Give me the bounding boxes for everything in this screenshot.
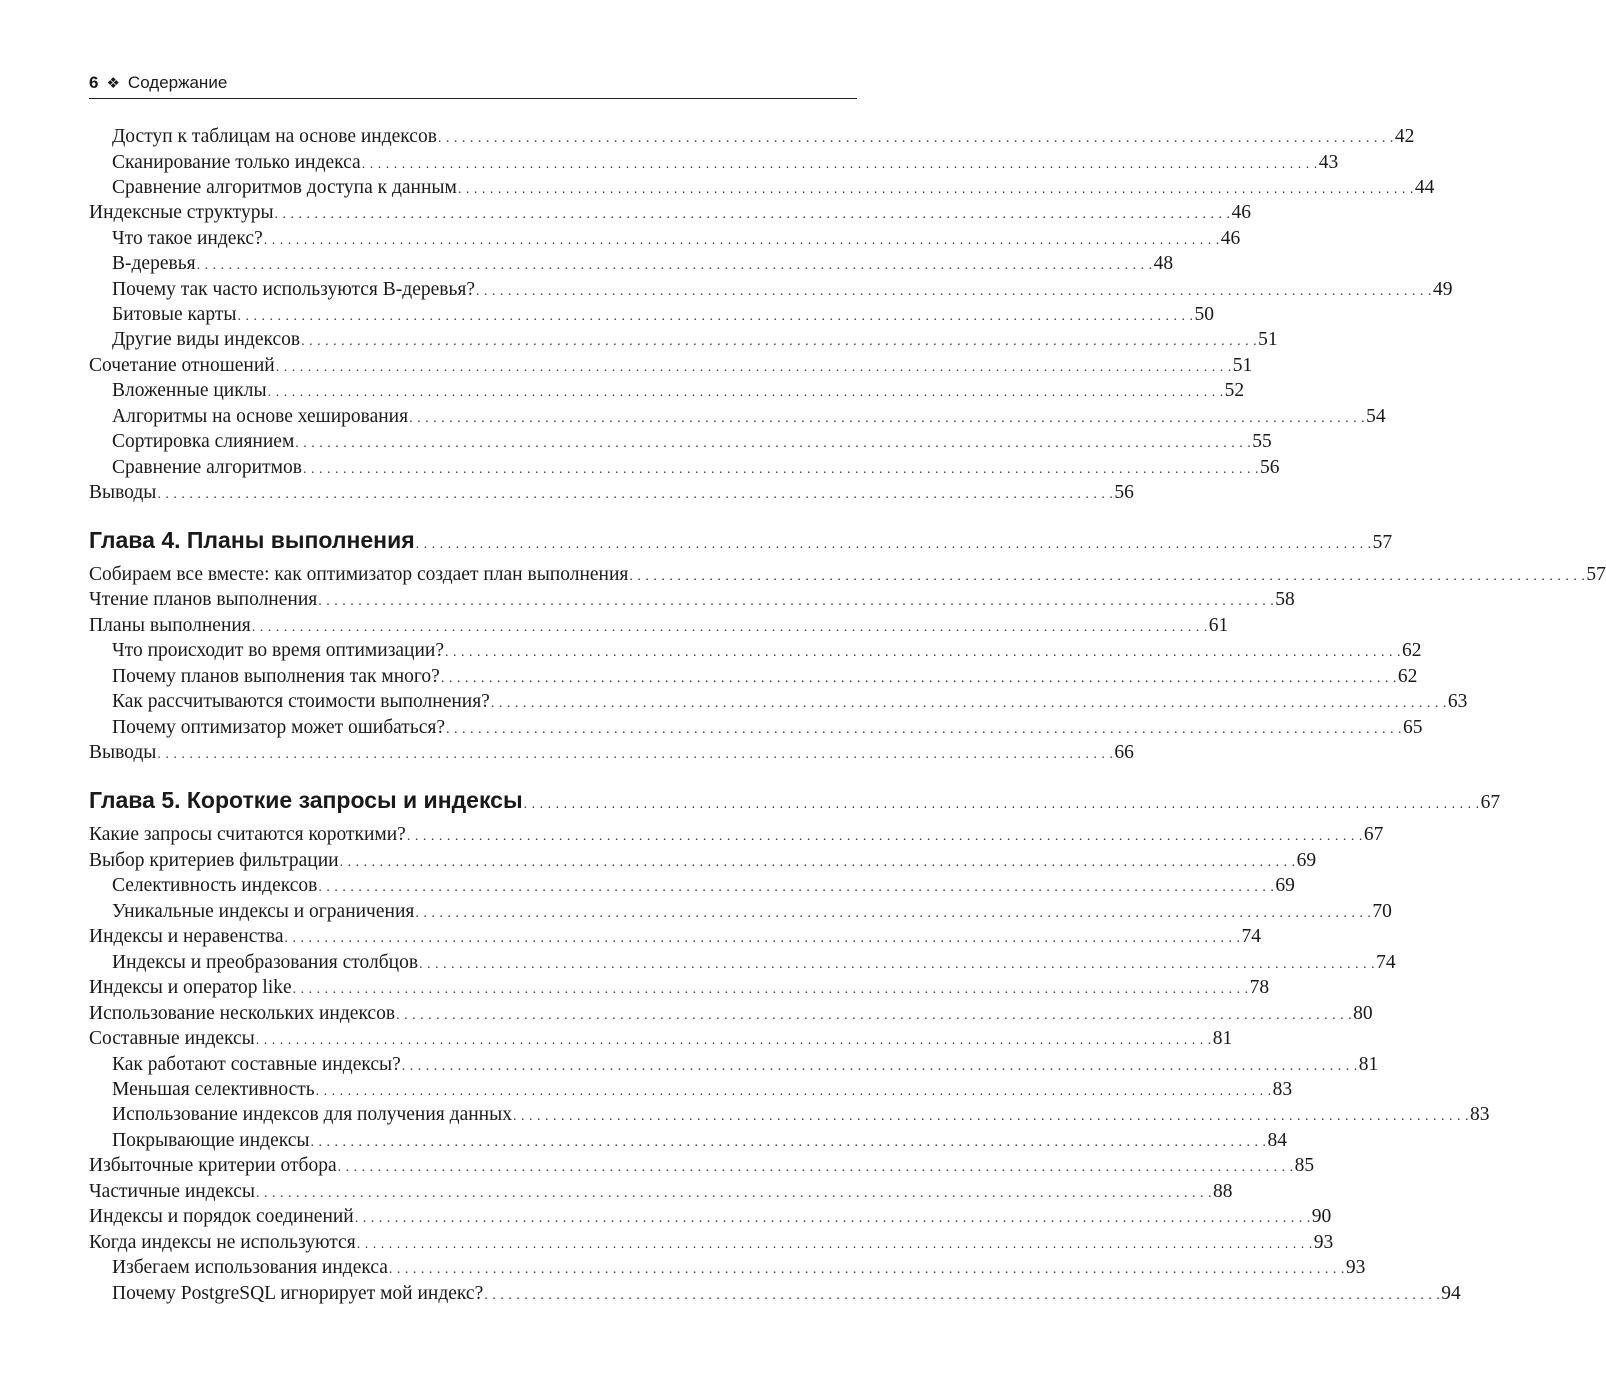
dot-leader: . . . . . . . . . . . . . . . . . . . . . . . . . . . . . . . . . . . . . . . . . . . . . . . . . . . . . . . . . . . . . . . . . . . . . . . . . . . . . . . . . . . . . . . . . . . . . . . . . . . . . . . . . . . . . . . . . . . . . . . . — [157, 747, 1114, 762]
toc-entry-title: Меньшая селективность — [112, 1079, 315, 1100]
toc-entry-page: 56 — [1259, 457, 1280, 478]
toc-entry-title: Сортировка слиянием — [112, 431, 295, 452]
dot-leader: . . . . . . . . . . . . . . . . . . . . . . . . . . . . . . . . . . . . . . . . . . . . . . . . . . . . . . . . . . . . . . . . . . . . . . . . . . . . . . . . . . . . . . . . . . . . . . . . . . . . . . . . . . . . . . . . . . . . . . . . — [354, 1211, 1311, 1226]
dot-leader: . . . . . . . . . . . . . . . . . . . . . . . . . . . . . . . . . . . . . . . . . . . . . . . . . . . . . . . . . . . . . . . . . . . . . . . . . . . . . . . . . . . . . . . . . . . . . . . . . . . . . . . . . . . . . . . . . . . . . . . . — [275, 360, 1232, 375]
toc-entry-page: 84 — [1267, 1130, 1288, 1151]
toc-entry — [89, 1077, 1293, 1102]
dot-leader: . . . . . . . . . . . . . . . . . . . . . . . . . . . . . . . . . . . . . . . . . . . . . . . . . . . . . . . . . . . . . . . . . . . . . . . . . . . . . . . . . . . . . . . . . . . . . . . . . . . . . . . . . . . . . . . . . . . . . . . . — [356, 1237, 1313, 1252]
toc-entry-page: 90 — [1311, 1206, 1332, 1227]
dot-leader: . . . . . . . . . . . . . . . . . . . . . . . . . . . . . . . . . . . . . . . . . . . . . . . . . . . . . . . . . . . . . . . . . . . . . . . . . . . . . . . . . . . . . . . . . . . . . . . . . . . . . . . . . . . . . . . . . . . . . . . . — [251, 620, 1208, 635]
toc-entry-title: Сочетание отношений — [89, 355, 275, 376]
toc-entry-page: 70 — [1372, 901, 1392, 922]
toc-entry — [89, 1281, 1461, 1306]
toc-entry — [89, 150, 1339, 175]
dot-leader: . . . . . . . . . . . . . . . . . . . . . . . . . . . . . . . . . . . . . . . . . . . . . . . . . . . . . . . . . . . . . . . . . . . . . . . . . . . . . . . . . . . . . . . . . . . . . . . . . . . . . . . . . . . . . . . . . . . . . . . . — [339, 855, 1296, 870]
toc-entry-title: Что происходит во время оптимизации? — [112, 640, 445, 661]
dot-leader: . . . . . . . . . . . . . . . . . . . . . . . . . . . . . . . . . . . . . . . . . . . . . . . . . . . . . . . . . . . . . . . . . . . . . . . . . . . . . . . . . . . . . . . . . . . . . . . . . . . . . . . . . . . . . . . . . . . . . . . . — [284, 931, 1241, 946]
toc-entry-page: 51 — [1232, 355, 1253, 376]
toc-entry-title: Индексные структуры — [89, 202, 274, 223]
toc-entry-title: Как работают составные индексы? — [112, 1054, 401, 1075]
toc-entry — [89, 740, 1134, 765]
toc-entry-page: 44 — [1414, 177, 1435, 198]
toc-entry-page: 83 — [1469, 1104, 1490, 1125]
toc-entry — [89, 480, 1134, 505]
toc-entry — [89, 378, 1245, 403]
toc-entry — [89, 175, 1435, 200]
toc-entry-title: Использование индексов для получения данных — [112, 1104, 512, 1125]
toc-entry-page: 62 — [1397, 666, 1418, 687]
dot-leader: . . . . . . . . . . . . . . . . . . . . . . . . . . . . . . . . . . . . . . . . . . . . . . . . . . . . . . . . . . . . . . . . . . . . . . . . . . . . . . . . . . . . . . . . . . . . . . . . . . . . . . . . . . . . . . . . . . . . . . . . — [292, 982, 1249, 997]
toc-entry — [89, 562, 1606, 587]
toc-entry — [89, 613, 1229, 638]
dot-leader: . . . . . . . . . . . . . . . . . . . . . . . . . . . . . . . . . . . . . . . . . . . . . . . . . . . . . . . . . . . . . . . . . . . . . . . . . . . . . . . . . . . . . . . . . . . . . . . . . . . . . . . . . . . . . . . . . . . . . . . . — [457, 182, 1414, 197]
dot-leader: . . . . . . . . . . . . . . . . . . . . . . . . . . . . . . . . . . . . . . . . . . . . . . . . . . . . . . . . . . . . . . . . . . . . . . . . . . . . . . . . . . . . . . . . . . . . . . . . . . . . . . . . . . . . . . . . . . . . . . . . — [310, 1135, 1267, 1150]
dot-leader: . . . . . . . . . . . . . . . . . . . . . . . . . . . . . . . . . . . . . . . . . . . . . . . . . . . . . . . . . . . . . . . . . . . . . . . . . . . . . . . . . . . . . . . . . . . . . . . . . . . . . . . . . . . . . . . . . . . . . . . . — [419, 957, 1376, 972]
toc-entry — [89, 124, 1415, 149]
dot-leader: . . . . . . . . . . . . . . . . . . . . . . . . . . . . . . . . . . . . . . . . . . . . . . . . . . . . . . . . . . . . . . . . . . . . . . . . . . . . . . . . . . . . . . . . . . . . . . . . . . . . . . . . . . . . . . . . . . . . . . . . — [406, 829, 1363, 844]
page-number: 6 — [89, 73, 99, 92]
toc-entry-title: Почему планов выполнения так много? — [112, 666, 440, 687]
dot-leader: . . . . . . . . . . . . . . . . . . . . . . . . . . . . . . . . . . . . . . . . . . . . . . . . . . . . . . . . . . . . . . . . . . . . . . . . . . . . . . . . . . . . . . . . . . . . . . . . . . . . . . . . . . . . . . . . . . . . . . . . — [255, 1033, 1212, 1048]
dot-leader: . . . . . . . . . . . . . . . . . . . . . . . . . . . . . . . . . . . . . . . . . . . . . . . . . . . . . . . . . . . . . . . . . . . . . . . . . . . . . . . . . . . . . . . . . . . . . . . . . . . . . . . . . . . . . . . . . . . . . . . . — [267, 385, 1224, 400]
toc-entry — [89, 1052, 1379, 1077]
toc-entry-title: Индексы и преобразования столбцов — [112, 952, 419, 973]
dot-leader: . . . . . . . . . . . . . . . . . . . . . . . . . . . . . . . . . . . . . . . . . . . . . . . . . . . . . . . . . . . . . . . . . . . . . . . . . . . . . . . . . . . . . . . . . . . . . . . . . . . . . . . . . . . . . . . . . . . . . . . . — [274, 207, 1231, 222]
toc-entry-page: 56 — [1114, 482, 1134, 503]
toc-entry — [89, 1128, 1288, 1153]
toc-entry-page: 51 — [1258, 329, 1278, 350]
toc-entry-title: Вложенные циклы — [112, 380, 267, 401]
toc-entry — [89, 822, 1384, 847]
dot-leader: . . . . . . . . . . . . . . . . . . . . . . . . . . . . . . . . . . . . . . . . . . . . . . . . . . . . . . . . . . . . . . . . . . . . . . . . . . . . . . . . . . . . . . . . . . . . . . . . . . . . . . . . . . . . . . . . . . . . . . . . — [512, 1109, 1469, 1124]
toc-entry-page: 94 — [1441, 1283, 1461, 1304]
toc-entry-title: Почему оптимизатор может ошибаться? — [112, 717, 446, 738]
toc-entry — [89, 226, 1241, 251]
toc-entry-title: Выбор критериев фильтрации — [89, 850, 339, 871]
toc-entry-title: Избыточные критерии отбора — [89, 1155, 337, 1176]
toc-entry — [89, 715, 1423, 740]
toc-entry-title: Выводы — [89, 482, 157, 503]
toc-entry-title: Какие запросы считаются короткими? — [89, 824, 406, 845]
dot-leader: . . . . . . . . . . . . . . . . . . . . . . . . . . . . . . . . . . . . . . . . . . . . . . . . . . . . . . . . . . . . . . . . . . . . . . . . . . . . . . . . . . . . . . . . . . . . . . . . . . . . . . . . . . . . . . . . . . . . . . . . — [318, 594, 1275, 609]
toc-entry — [89, 848, 1317, 873]
toc-entry-title: Алгоритмы на основе хеширования — [112, 406, 409, 427]
toc-entry-page: 43 — [1318, 152, 1339, 173]
dot-leader: . . . . . . . . . . . . . . . . . . . . . . . . . . . . . . . . . . . . . . . . . . . . . . . . . . . . . . . . . . . . . . . . . . . . . . . . . . . . . . . . . . . . . . . . . . . . . . . . . . . . . . . . . . . . . . . . . . . . . . . . — [256, 1186, 1213, 1201]
toc-entry-page: 74 — [1376, 952, 1396, 973]
toc-entry — [89, 587, 1295, 612]
toc-entry-title: B-деревья — [112, 253, 196, 274]
toc-entry — [89, 1102, 1490, 1127]
toc-entry-title: Как рассчитываются стоимости выполнения? — [112, 691, 490, 712]
dot-leader: . . . . . . . . . . . . . . . . . . . . . . . . . . . . . . . . . . . . . . . . . . . . . . . . . . . . . . . . . . . . . . . . . . . . . . . . . . . . . . . . . . . . . . . . . . . . . . . . . . . . . . . . . . . . . . . . . . . . . . . . — [440, 671, 1397, 686]
toc-entry-title: Выводы — [89, 742, 157, 763]
toc-entry-title: Другие виды индексов — [112, 329, 301, 350]
dot-leader: . . . . . . . . . . . . . . . . . . . . . . . . . . . . . . . . . . . . . . . . . . . . . . . . . . . . . . . . . . . . . . . . . . . . . . . . . . . . . . . . . . . . . . . . . . . . . . . . . . . . . . . . . . . . . . . . . . . . . . . . — [263, 233, 1220, 248]
toc-entry-page: 83 — [1272, 1079, 1293, 1100]
toc-entry — [89, 277, 1453, 302]
toc-entry-page: 81 — [1212, 1028, 1233, 1049]
dot-leader: . . . . . . . . . . . . . . . . . . . . . . . . . . . . . . . . . . . . . . . . . . . . . . . . . . . . . . . . . . . . . . . . . . . . . . . . . . . . . . . . . . . . . . . . . . . . . . . . . . . . . . . . . . . . . . . . . . . . . . . . — [361, 157, 1318, 172]
toc-entry-page: 49 — [1433, 279, 1453, 300]
toc-entry-page: 74 — [1241, 926, 1261, 947]
toc-entry-page: 80 — [1353, 1003, 1373, 1024]
toc-entry — [89, 1204, 1332, 1229]
toc-entry-title: Индексы и оператор like — [89, 977, 292, 998]
dot-leader: . . . . . . . . . . . . . . . . . . . . . . . . . . . . . . . . . . . . . . . . . . . . . . . . . . . . . . . . . . . . . . . . . . . . . . . . . . . . . . . . . . . . . . . . . . . . . . . . . . . . . . . . . . . . . . . . . . . . . . . . — [523, 797, 1480, 812]
toc-entry — [89, 429, 1272, 454]
toc-entry-page: 93 — [1313, 1232, 1334, 1253]
toc-entry — [89, 353, 1253, 378]
dot-leader: . . . . . . . . . . . . . . . . . . . . . . . . . . . . . . . . . . . . . . . . . . . . . . . . . . . . . . . . . . . . . . . . . . . . . . . . . . . . . . . . . . . . . . . . . . . . . . . . . . . . . . . . . . . . . . . . . . . . . . . . — [237, 309, 1194, 324]
toc-entry-page: 57 — [1586, 564, 1606, 585]
dot-leader: . . . . . . . . . . . . . . . . . . . . . . . . . . . . . . . . . . . . . . . . . . . . . . . . . . . . . . . . . . . . . . . . . . . . . . . . . . . . . . . . . . . . . . . . . . . . . . . . . . . . . . . . . . . . . . . . . . . . . . . . — [446, 722, 1403, 737]
dot-leader: . . . . . . . . . . . . . . . . . . . . . . . . . . . . . . . . . . . . . . . . . . . . . . . . . . . . . . . . . . . . . . . . . . . . . . . . . . . . . . . . . . . . . . . . . . . . . . . . . . . . . . . . . . . . . . . . . . . . . . . . — [196, 258, 1153, 273]
toc-entry-title: Планы выполнения — [89, 615, 251, 636]
toc-entry — [89, 664, 1418, 689]
toc-entry-page: 69 — [1296, 850, 1317, 871]
toc-entry-title: Использование нескольких индексов — [89, 1003, 396, 1024]
toc-entry-title: Избегаем использования индекса — [112, 1257, 388, 1278]
toc-entry — [89, 1026, 1233, 1051]
toc-entry — [89, 1179, 1233, 1204]
toc-entry — [89, 1255, 1366, 1280]
toc-entry — [89, 950, 1396, 975]
running-header — [89, 70, 857, 99]
toc-chapter-entry — [89, 524, 1393, 556]
toc-entry — [89, 638, 1422, 663]
toc-entry-title: Доступ к таблицам на основе индексов — [112, 126, 437, 147]
toc-entry — [89, 689, 1468, 714]
toc-entry-page: 46 — [1231, 202, 1252, 223]
dot-leader: . . . . . . . . . . . . . . . . . . . . . . . . . . . . . . . . . . . . . . . . . . . . . . . . . . . . . . . . . . . . . . . . . . . . . . . . . . . . . . . . . . . . . . . . . . . . . . . . . . . . . . . . . . . . . . . . . . . . . . . . — [476, 284, 1432, 299]
toc-entry-page: 69 — [1275, 875, 1295, 896]
toc-entry-page: 78 — [1249, 977, 1270, 998]
toc-entry-page: 61 — [1208, 615, 1229, 636]
toc-chapter-entry — [89, 784, 1501, 816]
dot-leader: . . . . . . . . . . . . . . . . . . . . . . . . . . . . . . . . . . . . . . . . . . . . . . . . . . . . . . . . . . . . . . . . . . . . . . . . . . . . . . . . . . . . . . . . . . . . . . . . . . . . . . . . . . . . . . . . . . . . . . . . — [157, 487, 1114, 502]
dot-leader: . . . . . . . . . . . . . . . . . . . . . . . . . . . . . . . . . . . . . . . . . . . . . . . . . . . . . . . . . . . . . . . . . . . . . . . . . . . . . . . . . . . . . . . . . . . . . . . . . . . . . . . . . . . . . . . . . . . . . . . . — [302, 462, 1259, 477]
dot-leader: . . . . . . . . . . . . . . . . . . . . . . . . . . . . . . . . . . . . . . . . . . . . . . . . . . . . . . . . . . . . . . . . . . . . . . . . . . . . . . . . . . . . . . . . . . . . . . . . . . . . . . . . . . . . . . . . . . . . . . . . — [437, 131, 1394, 146]
toc-entry-title: Чтение планов выполнения — [89, 589, 318, 610]
ornament-icon: ❖ — [106, 75, 120, 92]
toc-entry — [89, 455, 1280, 480]
toc-entry — [89, 1153, 1315, 1178]
toc-entry — [89, 251, 1174, 276]
toc-entry — [89, 327, 1278, 352]
toc-entry-page: 85 — [1294, 1155, 1315, 1176]
toc-entry-page: 58 — [1275, 589, 1295, 610]
dot-leader: . . . . . . . . . . . . . . . . . . . . . . . . . . . . . . . . . . . . . . . . . . . . . . . . . . . . . . . . . . . . . . . . . . . . . . . . . . . . . . . . . . . . . . . . . . . . . . . . . . . . . . . . . . . . . . . . . . . . . . . . — [629, 569, 1586, 584]
toc-entry-page: 66 — [1114, 742, 1134, 763]
toc-entry-page: 48 — [1153, 253, 1174, 274]
toc-entry — [89, 302, 1214, 327]
toc-entry — [89, 924, 1261, 949]
toc-entry-title: Селективность индексов — [112, 875, 318, 896]
toc-entry-page: 65 — [1403, 717, 1423, 738]
dot-leader: . . . . . . . . . . . . . . . . . . . . . . . . . . . . . . . . . . . . . . . . . . . . . . . . . . . . . . . . . . . . . . . . . . . . . . . . . . . . . . . . . . . . . . . . . . . . . . . . . . . . . . . . . . . . . . . . . . . . . . . . — [396, 1008, 1353, 1023]
dot-leader: . . . . . . . . . . . . . . . . . . . . . . . . . . . . . . . . . . . . . . . . . . . . . . . . . . . . . . . . . . . . . . . . . . . . . . . . . . . . . . . . . . . . . . . . . . . . . . . . . . . . . . . . . . . . . . . . . . . . . . . . — [295, 436, 1252, 451]
dot-leader: . . . . . . . . . . . . . . . . . . . . . . . . . . . . . . . . . . . . . . . . . . . . . . . . . . . . . . . . . . . . . . . . . . . . . . . . . . . . . . . . . . . . . . . . . . . . . . . . . . . . . . . . . . . . . . . . . . . . . . . . — [388, 1262, 1345, 1277]
toc-entry-title: Сканирование только индекса — [112, 152, 361, 173]
toc-entry-title: Битовые карты — [112, 304, 237, 325]
toc-entry-page: 57 — [1372, 532, 1393, 553]
toc-entry-title: Сравнение алгоритмов — [112, 457, 302, 478]
toc-entry-title: Глава 5. Короткие запросы и индексы — [89, 787, 523, 813]
toc-entry-page: 67 — [1480, 792, 1501, 813]
toc-entry — [89, 899, 1392, 924]
dot-leader: . . . . . . . . . . . . . . . . . . . . . . . . . . . . . . . . . . . . . . . . . . . . . . . . . . . . . . . . . . . . . . . . . . . . . . . . . . . . . . . . . . . . . . . . . . . . . . . . . . . . . . . . . . . . . . . . . . . . . . . . — [301, 334, 1258, 349]
toc-entry-page: 46 — [1220, 228, 1241, 249]
toc-entry-title: Почему PostgreSQL игнорирует мой индекс? — [112, 1283, 484, 1304]
toc-entry — [89, 1230, 1334, 1255]
dot-leader: . . . . . . . . . . . . . . . . . . . . . . . . . . . . . . . . . . . . . . . . . . . . . . . . . . . . . . . . . . . . . . . . . . . . . . . . . . . . . . . . . . . . . . . . . . . . . . . . . . . . . . . . . . . . . . . . . . . . . . . . — [318, 880, 1275, 895]
running-title: Содержание — [127, 73, 228, 92]
toc-entry — [89, 200, 1252, 225]
dot-leader: . . . . . . . . . . . . . . . . . . . . . . . . . . . . . . . . . . . . . . . . . . . . . . . . . . . . . . . . . . . . . . . . . . . . . . . . . . . . . . . . . . . . . . . . . . . . . . . . . . . . . . . . . . . . . . . . . . . . . . . . — [409, 411, 1366, 426]
toc-entry-page: 63 — [1447, 691, 1468, 712]
toc-entry-title: Глава 4. Планы выполнения — [89, 527, 415, 553]
toc-entry-title: Составные индексы — [89, 1028, 255, 1049]
toc-entry-title: Сравнение алгоритмов доступа к данным — [112, 177, 457, 198]
toc-entry-title: Покрывающие индексы — [112, 1130, 310, 1151]
toc-entry-title: Что такое индекс? — [112, 228, 263, 249]
dot-leader: . . . . . . . . . . . . . . . . . . . . . . . . . . . . . . . . . . . . . . . . . . . . . . . . . . . . . . . . . . . . . . . . . . . . . . . . . . . . . . . . . . . . . . . . . . . . . . . . . . . . . . . . . . . . . . . . . . . . . . . . — [315, 1084, 1272, 1099]
dot-leader: . . . . . . . . . . . . . . . . . . . . . . . . . . . . . . . . . . . . . . . . . . . . . . . . . . . . . . . . . . . . . . . . . . . . . . . . . . . . . . . . . . . . . . . . . . . . . . . . . . . . . . . . . . . . . . . . . . . . . . . . — [490, 696, 1447, 711]
toc-entry-page: 55 — [1252, 431, 1272, 452]
toc-entry-page: 93 — [1345, 1257, 1366, 1278]
toc-entry-title: Уникальные индексы и ограничения — [112, 901, 415, 922]
dot-leader: . . . . . . . . . . . . . . . . . . . . . . . . . . . . . . . . . . . . . . . . . . . . . . . . . . . . . . . . . . . . . . . . . . . . . . . . . . . . . . . . . . . . . . . . . . . . . . . . . . . . . . . . . . . . . . . . . . . . . . . . — [415, 537, 1372, 552]
toc-entry — [89, 975, 1270, 1000]
toc-entry-title: Индексы и порядок соединений — [89, 1206, 354, 1227]
toc-entry-page: 50 — [1194, 304, 1214, 325]
toc-entry-page: 54 — [1366, 406, 1386, 427]
toc-entry — [89, 873, 1295, 898]
dot-leader: . . . . . . . . . . . . . . . . . . . . . . . . . . . . . . . . . . . . . . . . . . . . . . . . . . . . . . . . . . . . . . . . . . . . . . . . . . . . . . . . . . . . . . . . . . . . . . . . . . . . . . . . . . . . . . . . . . . . . . . . — [445, 645, 1402, 660]
toc-entry-title: Собираем все вместе: как оптимизатор создает план выполнения — [89, 564, 629, 585]
dot-leader: . . . . . . . . . . . . . . . . . . . . . . . . . . . . . . . . . . . . . . . . . . . . . . . . . . . . . . . . . . . . . . . . . . . . . . . . . . . . . . . . . . . . . . . . . . . . . . . . . . . . . . . . . . . . . . . . . . . . . . . . — [337, 1160, 1294, 1175]
dot-leader: . . . . . . . . . . . . . . . . . . . . . . . . . . . . . . . . . . . . . . . . . . . . . . . . . . . . . . . . . . . . . . . . . . . . . . . . . . . . . . . . . . . . . . . . . . . . . . . . . . . . . . . . . . . . . . . . . . . . . . . . — [415, 906, 1372, 921]
toc-entry-page: 81 — [1358, 1054, 1379, 1075]
toc-entry-title: Частичные индексы — [89, 1181, 256, 1202]
toc-entry-page: 62 — [1402, 640, 1422, 661]
toc-entry-title: Когда индексы не используются — [89, 1232, 356, 1253]
dot-leader: . . . . . . . . . . . . . . . . . . . . . . . . . . . . . . . . . . . . . . . . . . . . . . . . . . . . . . . . . . . . . . . . . . . . . . . . . . . . . . . . . . . . . . . . . . . . . . . . . . . . . . . . . . . . . . . . . . . . . . . . — [484, 1288, 1441, 1303]
toc-entry-title: Индексы и неравенства — [89, 926, 284, 947]
toc-entry — [89, 404, 1386, 429]
toc-entry-page: 42 — [1394, 126, 1415, 147]
toc-entry-page: 88 — [1213, 1181, 1233, 1202]
toc-entry-page: 52 — [1224, 380, 1245, 401]
toc-entry-page: 67 — [1363, 824, 1384, 845]
toc-entry — [89, 1001, 1373, 1026]
dot-leader: . . . . . . . . . . . . . . . . . . . . . . . . . . . . . . . . . . . . . . . . . . . . . . . . . . . . . . . . . . . . . . . . . . . . . . . . . . . . . . . . . . . . . . . . . . . . . . . . . . . . . . . . . . . . . . . . . . . . . . . . — [401, 1059, 1358, 1074]
toc-entry-title: Почему так часто используются B-деревья? — [112, 279, 475, 300]
